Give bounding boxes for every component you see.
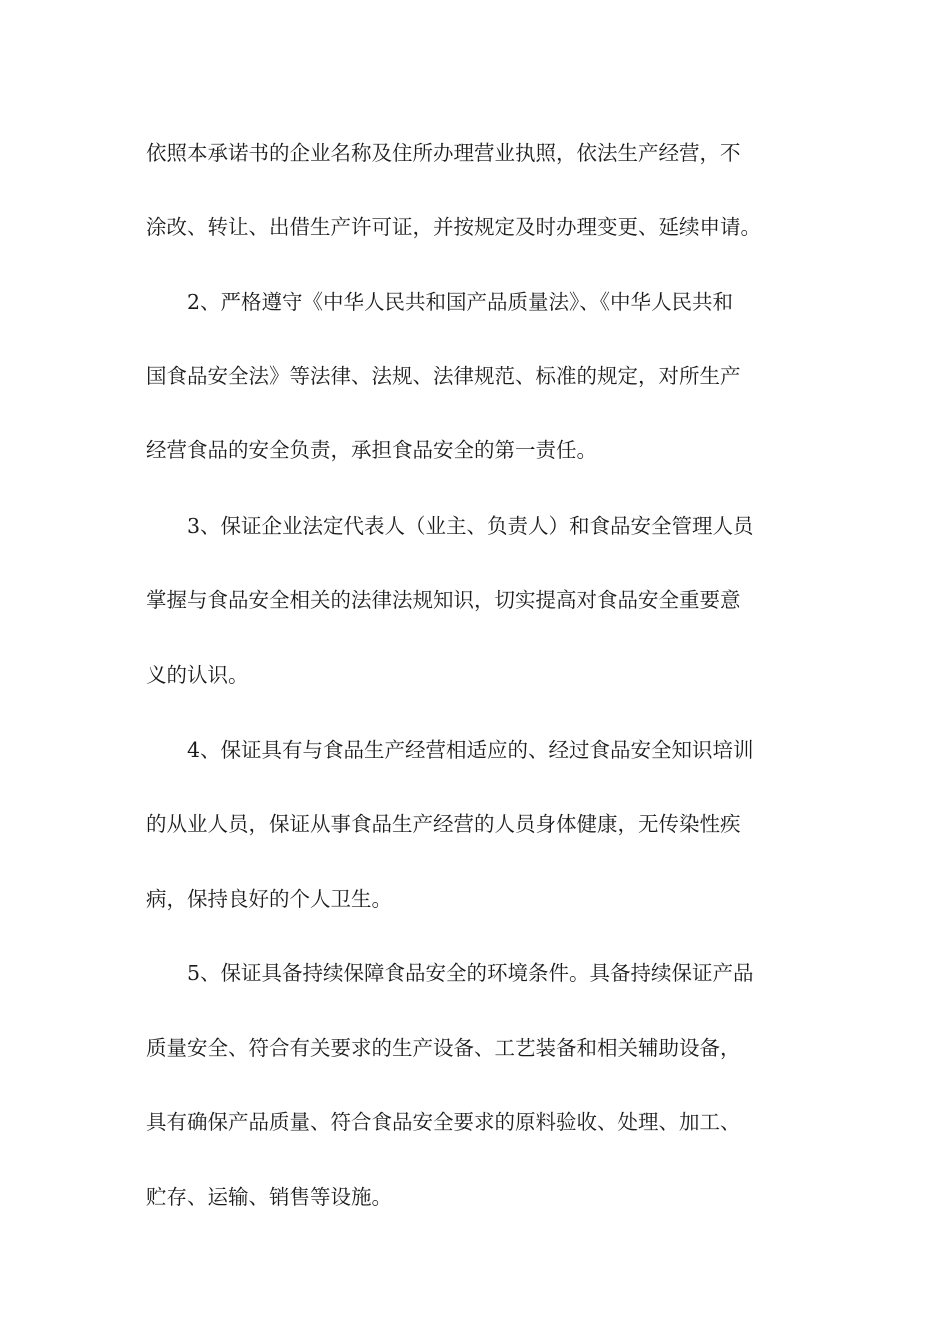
- text-line-4: 国食品安全法》等法律、法规、法律规范、标准的规定，对所生产: [146, 364, 741, 388]
- text-line-3: 2、严格遵守《中华人民共和国产品质量法》、《中华人民共和: [187, 290, 734, 314]
- text-line-15: 贮存、运输、销售等设施。: [146, 1185, 392, 1209]
- text-line-12: 5、保证具备持续保障食品安全的环境条件。具备持续保证产品: [187, 961, 754, 985]
- text-line-14: 具有确保产品质量、符合食品安全要求的原料验收、处理、加工、: [146, 1110, 741, 1134]
- text-line-7: 掌握与食品安全相关的法律法规知识，切实提高对食品安全重要意: [146, 588, 741, 612]
- text-line-10: 的从业人员，保证从事食品生产经营的人员身体健康，无传染性疾: [146, 812, 741, 836]
- text-line-5: 经营食品的安全负责，承担食品安全的第一责任。: [146, 438, 597, 462]
- text-line-13: 质量安全、符合有关要求的生产设备、工艺装备和相关辅助设备，: [146, 1036, 741, 1060]
- text-line-11: 病，保持良好的个人卫生。: [146, 887, 392, 911]
- text-line-9: 4、保证具有与食品生产经营相适应的、经过食品安全知识培训: [187, 738, 754, 762]
- text-line-1: 依照本承诺书的企业名称及住所办理营业执照，依法生产经营，不: [146, 141, 741, 165]
- text-line-2: 涂改、转让、出借生产许可证，并按规定及时办理变更、延续申请。: [146, 215, 761, 239]
- text-line-8: 义的认识。: [146, 663, 249, 687]
- text-line-6: 3、保证企业法定代表人（业主、负责人）和食品安全管理人员: [187, 514, 754, 538]
